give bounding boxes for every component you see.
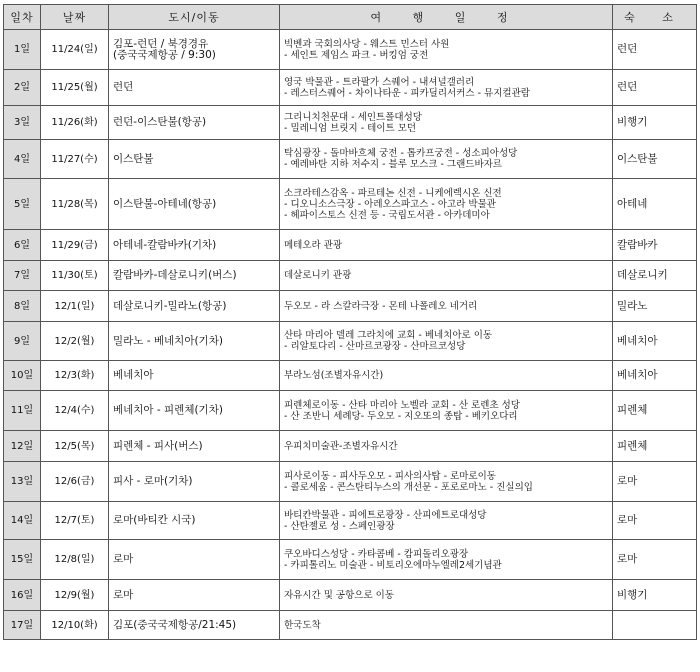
lodging-cell: 베네치아	[613, 322, 697, 361]
plan-cell	[280, 261, 613, 291]
header-date: 날짜	[41, 5, 109, 30]
header-city: 도시/이동	[109, 5, 280, 30]
plan-cell	[280, 291, 613, 322]
lodging-cell: 피렌체	[613, 431, 697, 462]
date-cell: 12/5(목)	[41, 431, 109, 462]
city-cell	[109, 361, 280, 391]
plan-line: - 콜로세움 - 콘스탄티누스의 개선문 - 포로로마노 - 진실의입	[284, 481, 533, 493]
city-line: 김포-런던 / 북경경유	[113, 37, 209, 50]
table-row	[4, 70, 697, 106]
plan-line: - 밀레니엄 브릿지 - 테이트 모던	[284, 122, 417, 134]
day-cell: 16일	[4, 580, 41, 611]
city-line: 베네치아 - 피렌체(기차)	[113, 404, 223, 416]
day-cell: 2일	[4, 70, 41, 106]
day-cell: 9일	[4, 322, 41, 361]
lodging-cell: 비행기	[613, 106, 697, 140]
city-cell	[109, 322, 280, 361]
lodging-cell: 데살로니키	[613, 261, 697, 291]
plan-line: 탁심광장 - 돌마바흐체 궁전 - 톱카프궁전 - 성소피아성당	[284, 148, 518, 159]
lodging-cell: 로마	[613, 540, 697, 580]
city-line: 김포(중국국제항공/21:45)	[113, 618, 237, 631]
plan-line: - 산탄젤로 성 - 스페인광장	[284, 520, 395, 532]
lodging-cell: 비행기	[613, 580, 697, 611]
lodging-cell: 로마	[613, 502, 697, 540]
plan-cell	[280, 611, 613, 640]
plan-cell	[280, 502, 613, 540]
table-row	[4, 431, 697, 462]
day-cell: 1일	[4, 30, 41, 70]
table-row	[4, 462, 697, 502]
city-line: (중국국제항공 / 9:30)	[113, 48, 216, 61]
city-line: 피렌체 - 피사(버스)	[113, 439, 203, 452]
plan-cell	[280, 391, 613, 431]
lodging-cell: 밀라노	[613, 291, 697, 322]
table-row	[4, 261, 697, 291]
lodging-cell: 런던	[613, 70, 697, 106]
day-cell: 8일	[4, 291, 41, 322]
table-row	[4, 540, 697, 580]
lodging-cell	[613, 611, 697, 640]
date-cell: 11/24(일)	[41, 30, 109, 70]
table-row	[4, 322, 697, 361]
table-row	[4, 106, 697, 140]
city-line: 로마	[113, 588, 134, 601]
plan-line: - 산 조반니 세례당- 두오모 - 지오또의 종탑 - 베키오다리	[284, 410, 518, 422]
city-cell	[109, 230, 280, 261]
table-row	[4, 291, 697, 322]
plan-cell	[280, 580, 613, 611]
date-cell: 12/7(토)	[41, 502, 109, 540]
date-cell: 11/29(금)	[41, 230, 109, 261]
date-cell: 12/1(일)	[41, 291, 109, 322]
plan-line: 피렌체로이동 - 산타 마리아 노벨라 교회 - 산 로렌초 성당	[284, 399, 520, 411]
plan-line: 데살로니키 관광	[284, 270, 352, 281]
plan-line: 피사로이동 - 피사두오모 - 피사의사탑 - 로마로이동	[284, 470, 496, 482]
itinerary-table	[3, 4, 697, 640]
date-cell: 11/28(목)	[41, 179, 109, 230]
city-cell	[109, 30, 280, 70]
plan-line: - 리알토다리 - 산마르코광장 - 산마르코성당	[284, 341, 466, 352]
plan-line: 메테오라 관광	[284, 239, 343, 251]
city-line: 베네치아	[113, 369, 154, 381]
day-cell: 17일	[4, 611, 41, 640]
table-row	[4, 391, 697, 431]
plan-line: 한국도착	[284, 619, 321, 631]
city-cell	[109, 106, 280, 140]
date-cell: 12/10(화)	[41, 611, 109, 640]
plan-line: 쿠오바디스성당 - 카타콤베 - 캄피돌리오광장	[284, 548, 469, 560]
city-cell	[109, 502, 280, 540]
plan-cell	[280, 230, 613, 261]
plan-line: 산타 마리아 델레 그라치에 교회 - 베네치아로 이동	[284, 330, 493, 341]
header-day: 일차	[4, 5, 41, 30]
plan-line: - 레스터스퀘어 - 차이나타운 - 피카딜리서커스 - 뮤지컬관람	[284, 87, 530, 99]
plan-cell	[280, 322, 613, 361]
city-cell	[109, 179, 280, 230]
plan-line: 두오모 - 라 스칼라극장 - 몬테 나폴레오 네거리	[284, 300, 478, 312]
city-line: 런던	[113, 81, 134, 93]
date-cell: 12/3(화)	[41, 361, 109, 391]
date-cell: 12/8(일)	[41, 540, 109, 580]
date-cell: 11/26(화)	[41, 106, 109, 140]
plan-line: 자유시간 및 공항으로 이동	[284, 589, 395, 601]
city-cell	[109, 580, 280, 611]
city-cell	[109, 611, 280, 640]
table-row	[4, 140, 697, 179]
city-cell	[109, 140, 280, 179]
lodging-cell: 로마	[613, 462, 697, 502]
lodging-cell: 베네치아	[613, 361, 697, 391]
plan-line: 바티칸박물관 - 피에트로광장 - 산피에트로대성당	[284, 509, 487, 521]
day-cell: 11일	[4, 391, 41, 431]
city-line: 밀라노 - 베네치아(기차)	[113, 334, 223, 347]
plan-line: - 세인트 제임스 파크 - 버킹엄 궁전	[284, 49, 429, 61]
date-cell: 12/4(수)	[41, 391, 109, 431]
header-plan: 여 행 일 정	[280, 5, 613, 30]
city-line: 아테네-칼람바카(기차)	[113, 238, 217, 251]
city-line: 로마(바티칸 시국)	[113, 514, 196, 526]
table-row	[4, 230, 697, 261]
day-cell: 6일	[4, 230, 41, 261]
plan-cell	[280, 140, 613, 179]
plan-line: - 디오니소스극장 - 아레오스파고스 - 아고라 박물관	[284, 198, 496, 210]
plan-line: - 헤파이스토스 신전 등 - 국립도서관 - 아카데미아	[284, 209, 490, 221]
plan-cell	[280, 361, 613, 391]
table-row	[4, 502, 697, 540]
date-cell: 12/9(월)	[41, 580, 109, 611]
table-row	[4, 30, 697, 70]
plan-cell	[280, 179, 613, 230]
plan-cell	[280, 70, 613, 106]
date-cell: 11/27(수)	[41, 140, 109, 179]
day-cell: 14일	[4, 502, 41, 540]
plan-line: 부라노섬(조별자유시간)	[284, 370, 384, 381]
plan-line: 그리니치천문대 - 세인트폴대성당	[284, 111, 422, 123]
city-line: 데살로니키-밀라노(항공)	[113, 299, 227, 312]
table-row	[4, 580, 697, 611]
table-row	[4, 179, 697, 230]
plan-line: 우피치미술관-조별자유시간	[284, 440, 398, 452]
lodging-cell: 칼람바카	[613, 230, 697, 261]
plan-cell	[280, 106, 613, 140]
day-cell: 3일	[4, 106, 41, 140]
date-cell: 12/2(월)	[41, 322, 109, 361]
city-line: 로마	[113, 553, 134, 565]
day-cell: 7일	[4, 261, 41, 291]
table-row	[4, 361, 697, 391]
header-lodging: 숙 소	[613, 5, 697, 30]
city-line: 이스탄불	[113, 152, 154, 165]
city-cell	[109, 70, 280, 106]
plan-line: - 카피톨리노 미술관 - 비토리오에마누엘레2세기념관	[284, 559, 502, 571]
plan-line: 빅벤과 국회의사당 - 웨스트 민스터 사원	[284, 38, 450, 50]
lodging-cell: 런던	[613, 30, 697, 70]
day-cell: 15일	[4, 540, 41, 580]
date-cell: 12/6(금)	[41, 462, 109, 502]
city-cell	[109, 261, 280, 291]
plan-cell	[280, 462, 613, 502]
day-cell: 4일	[4, 140, 41, 179]
plan-line: 소크라테스감옥 - 파르테논 신전 - 니케에렉시온 신전	[284, 187, 502, 199]
header-row	[4, 5, 697, 30]
plan-cell	[280, 540, 613, 580]
day-cell: 5일	[4, 179, 41, 230]
itinerary-rows	[4, 30, 697, 640]
city-line: 런던-이스탄불(항공)	[113, 116, 207, 128]
city-line: 이스탄불-아테네(항공)	[113, 197, 217, 210]
plan-cell	[280, 30, 613, 70]
city-line: 칼람바카-데살로니키(버스)	[113, 269, 237, 281]
lodging-cell: 피렌체	[613, 391, 697, 431]
plan-cell	[280, 431, 613, 462]
plan-line: 영국 박물관 - 트라팔가 스퀘어 - 내셔널갤러리	[284, 76, 475, 88]
city-cell	[109, 462, 280, 502]
day-cell: 10일	[4, 361, 41, 391]
date-cell: 11/30(토)	[41, 261, 109, 291]
table-row	[4, 611, 697, 640]
lodging-cell: 이스탄불	[613, 140, 697, 179]
lodging-cell: 아테네	[613, 179, 697, 230]
day-cell: 12일	[4, 431, 41, 462]
plan-line: - 예레바탄 지하 저수지 - 블루 모스크 - 그랜드바자르	[284, 159, 502, 170]
city-cell	[109, 431, 280, 462]
date-cell: 11/25(월)	[41, 70, 109, 106]
city-cell	[109, 391, 280, 431]
city-line: 피사 - 로마(기차)	[113, 475, 193, 487]
day-cell: 13일	[4, 462, 41, 502]
city-cell	[109, 291, 280, 322]
city-cell	[109, 540, 280, 580]
